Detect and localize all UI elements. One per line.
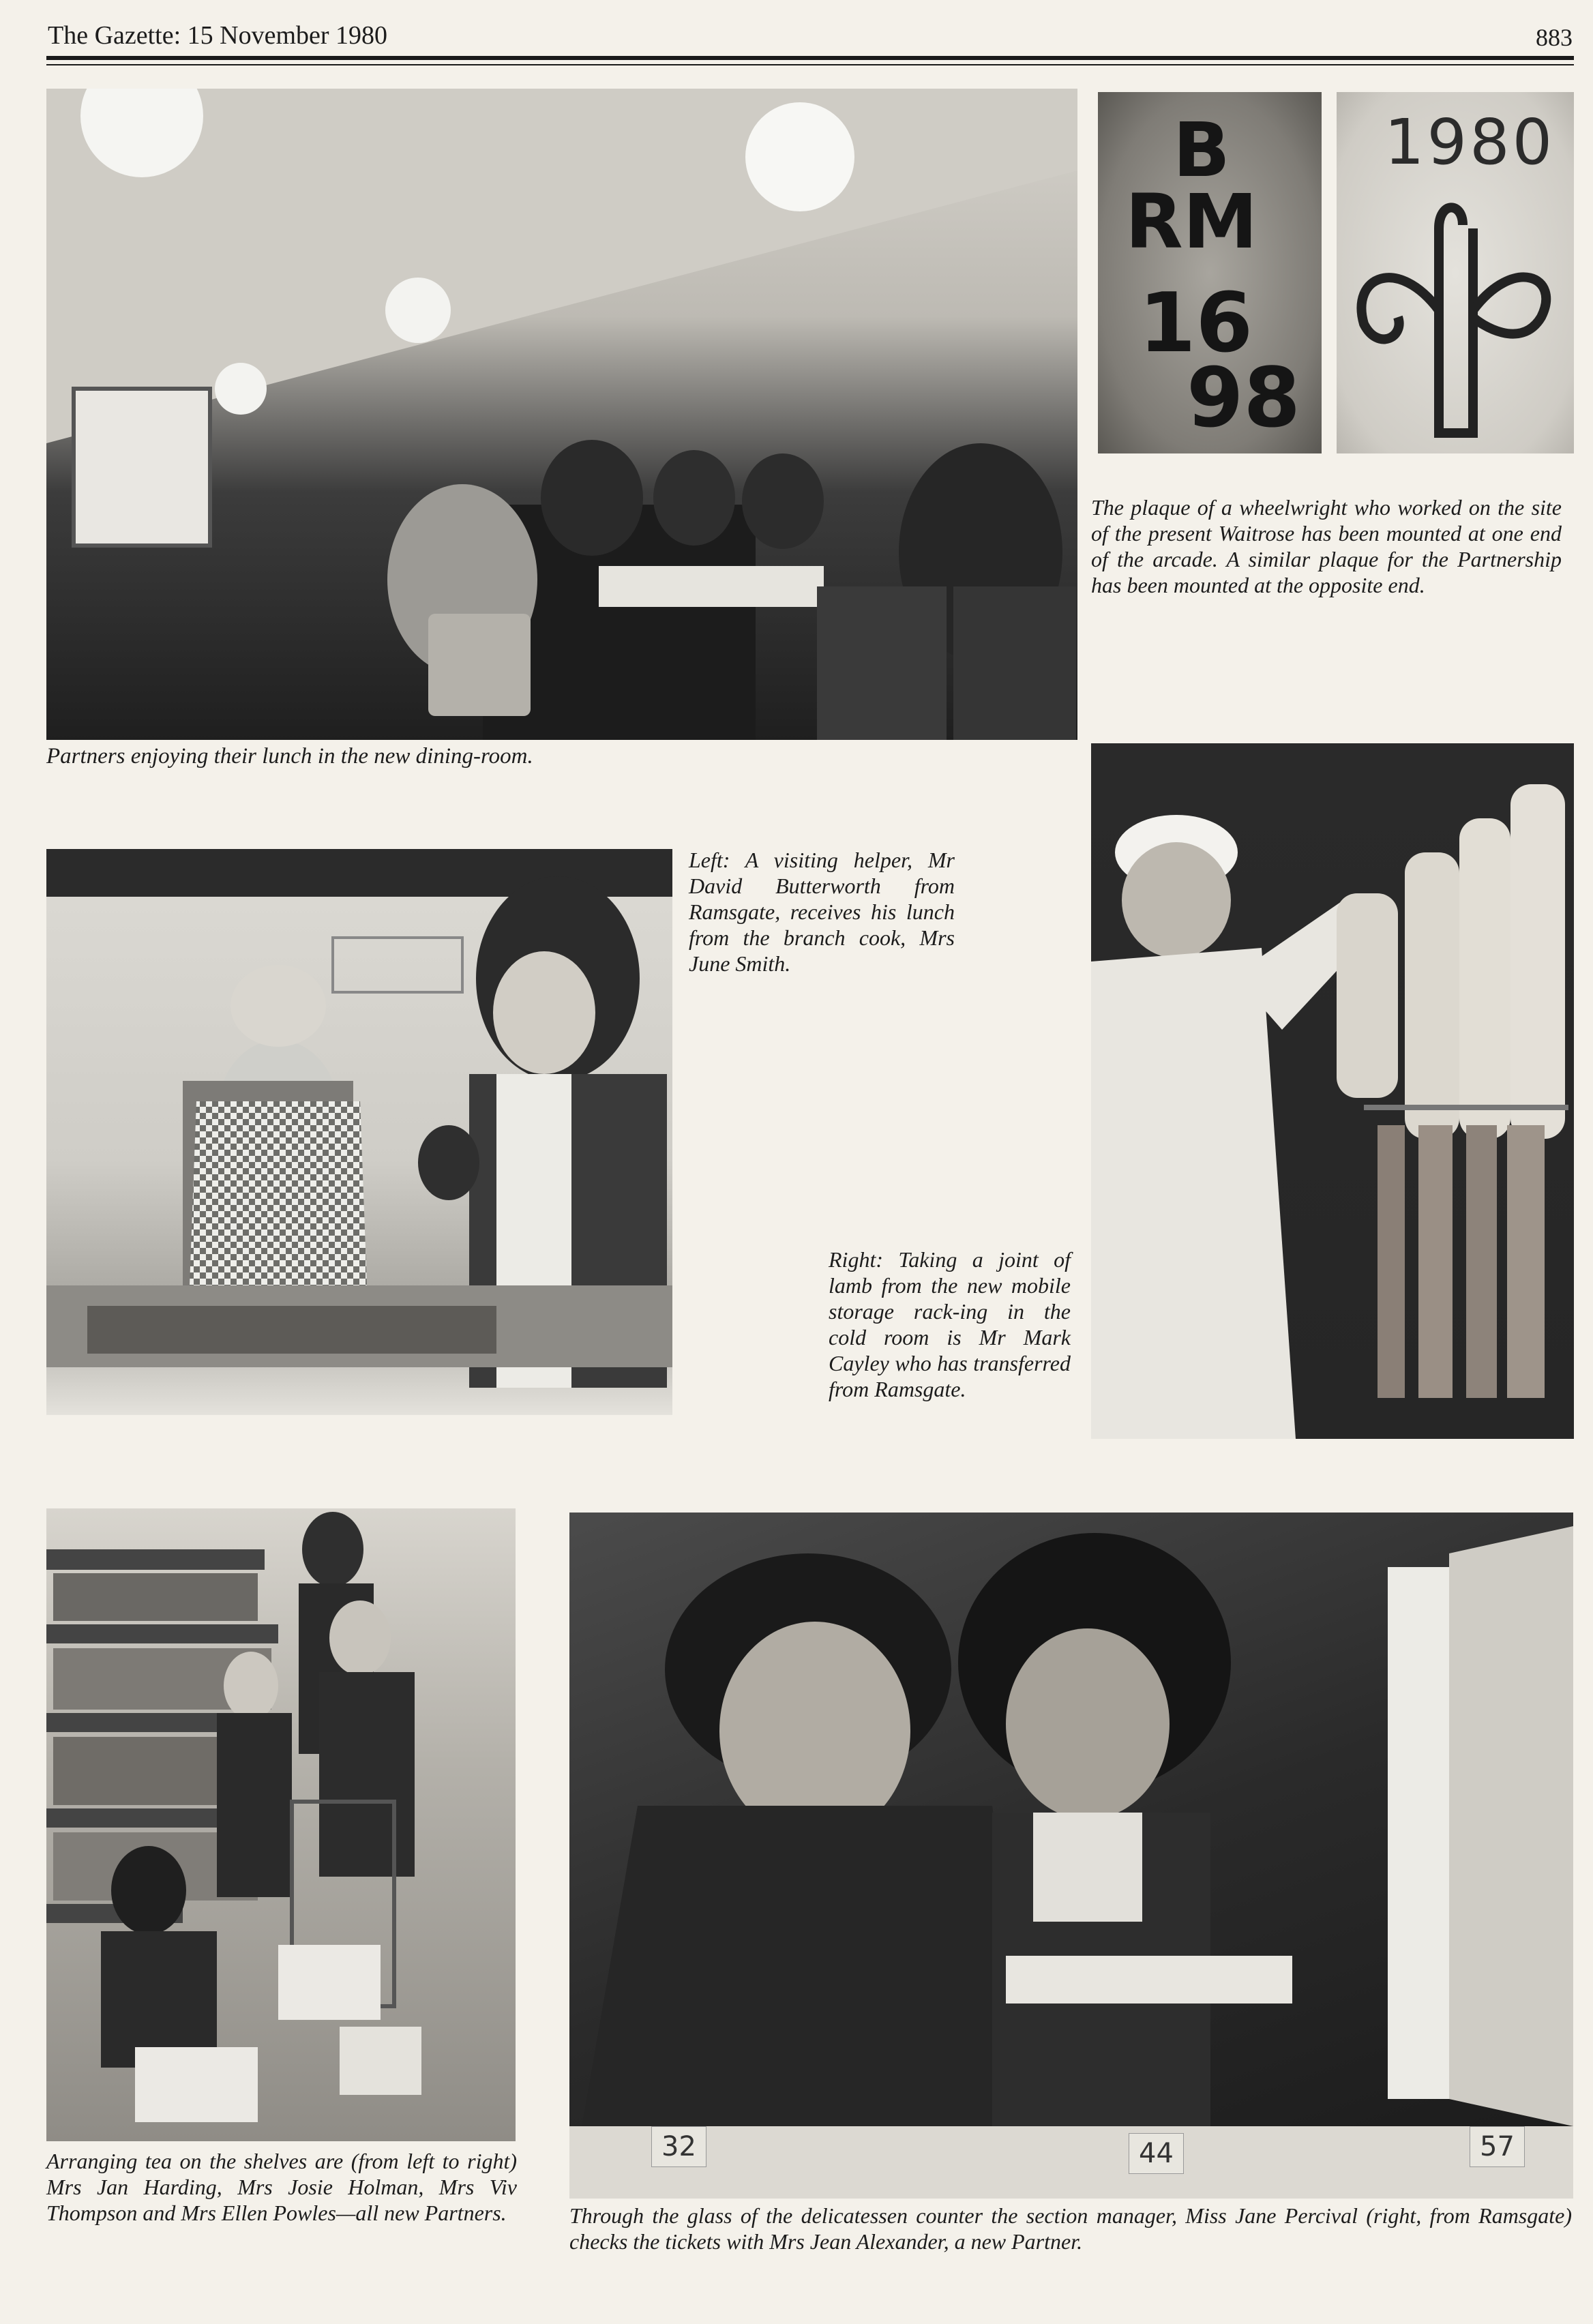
- plaque-letters-rm: RM: [1125, 178, 1258, 265]
- tea-shelves-caption: Arranging tea on the shelves are (from left to right) Mrs Jan Harding, Mrs Josie Holman, Mrs Viv Thompson and Mrs Ellen Powles—all new Partners.: [46, 2149, 517, 2225]
- plaque-letter-b: B: [1173, 106, 1230, 194]
- jlp-monogram-icon: [1337, 92, 1574, 453]
- running-header-title: The Gazette: 15 November 1980: [48, 21, 388, 50]
- plaque-caption: The plaque of a wheelwright who worked on the site of the present Waitrose has been mounted at one end of the arcade. A similar plaque for the Partnership has been mounted at the opposite end.: [1091, 495, 1562, 597]
- cold-room-caption: Right: Taking a joint of lamb from the new mobile storage rack-ing in the cold room is Mr Mark Cayley who has transferred from Ramsgate.: [829, 1247, 1071, 1401]
- plaque-digits-98: 98: [1187, 351, 1300, 446]
- partnership-plaque-photo: [1337, 92, 1574, 453]
- header-rule: [46, 56, 1574, 60]
- branch-cook-caption: Left: A visiting helper, Mr David Butterworth from Ramsgate, receives his lunch from the branch cook, Mrs June Smith.: [689, 848, 955, 976]
- page-number: 883: [1536, 24, 1573, 51]
- delicatessen-caption: Through the glass of the delicatessen counter the section manager, Miss Jane Percival (right, from Ramsgate) checks the tickets with Mrs Jean Alexander, a new Partner.: [569, 2203, 1572, 2254]
- price-tag-57: 57: [1470, 2126, 1525, 2167]
- dining-room-photo: [46, 89, 1077, 740]
- price-tag-44: 44: [1129, 2133, 1184, 2174]
- delicatessen-counter-photo: [569, 1513, 1573, 2199]
- wheelwright-plaque-photo: [1098, 92, 1322, 453]
- plaque-year: 1980: [1384, 106, 1555, 179]
- header-rule-thin: [46, 64, 1574, 65]
- tea-shelves-photo: [46, 1508, 516, 2141]
- cold-room-photo: [1091, 743, 1574, 1439]
- branch-cook-photo: [46, 849, 672, 1415]
- plaque-digits-16: 16: [1139, 276, 1253, 371]
- dining-room-caption: Partners enjoying their lunch in the new dining-room.: [46, 744, 533, 769]
- price-tag-32: 32: [651, 2126, 706, 2167]
